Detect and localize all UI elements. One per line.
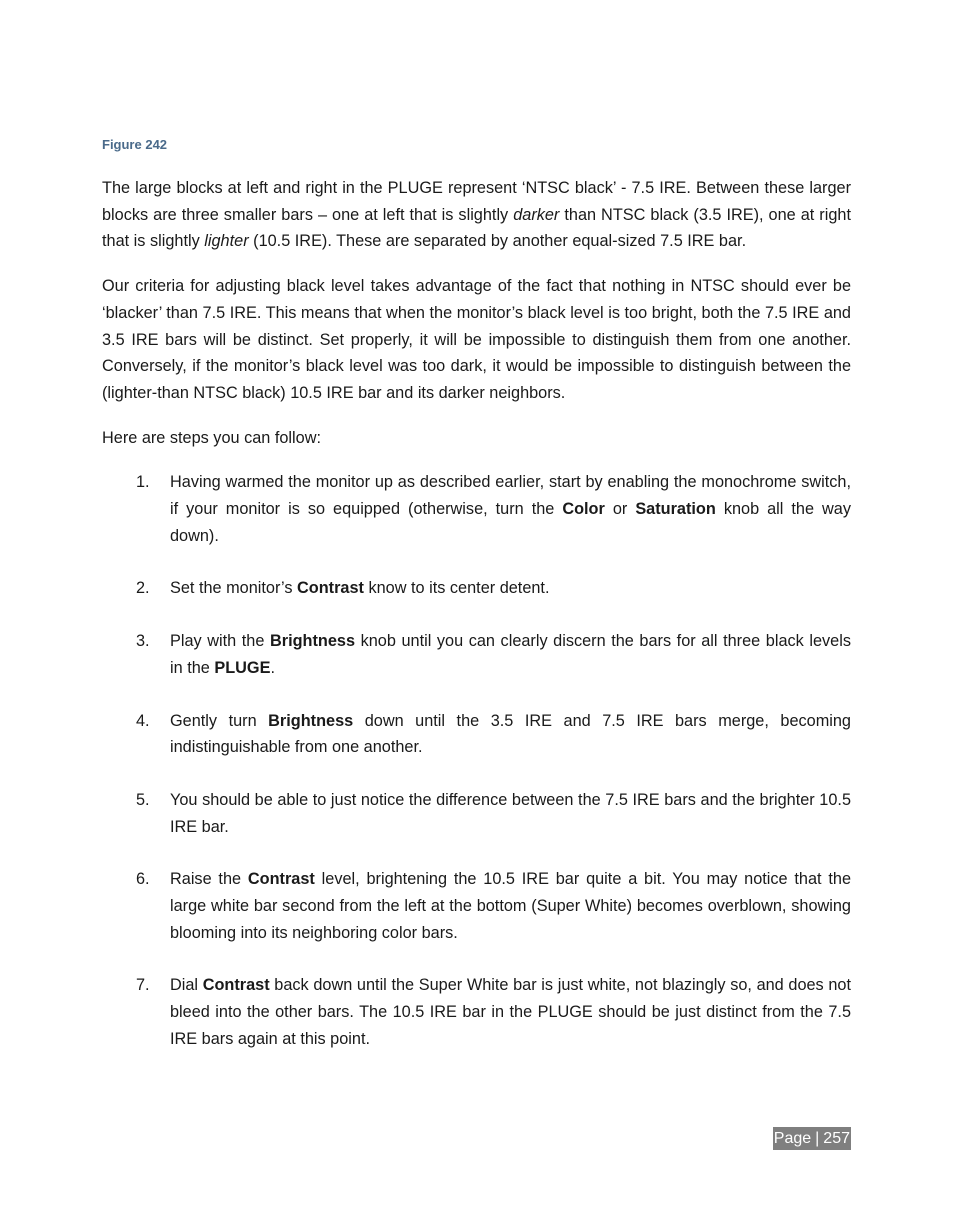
bold-term: Contrast bbox=[202, 976, 270, 995]
list-number: 5. bbox=[136, 790, 150, 809]
step-text: know to its center detent. bbox=[363, 579, 550, 598]
step-text: Raise the bbox=[170, 870, 248, 889]
paragraph-pluge-description bbox=[102, 175, 851, 255]
step-text: Having warmed the monitor up as described earlier, start by enabling the monochrome switch, if your monitor is so equipped (otherwise, turn the bbox=[170, 473, 851, 519]
list-number: 6. bbox=[136, 870, 150, 889]
footer-separator: | bbox=[815, 1130, 820, 1147]
bold-term: Contrast bbox=[247, 870, 315, 889]
emphasis-lighter: lighter bbox=[204, 232, 249, 251]
list-number: 4. bbox=[136, 711, 150, 730]
step-text: level, brightening the 10.5 IRE bar quite a bit. You may notice that the large white bar second from the left at the bottom (Super White) becomes overblown, showing blooming into its neighboring color bars. bbox=[170, 870, 851, 942]
figure-caption: Figure 242 bbox=[102, 137, 168, 152]
page-number-footer bbox=[773, 1127, 851, 1150]
emphasis-darker: darker bbox=[513, 205, 560, 224]
document-page bbox=[102, 0, 851, 1227]
list-item bbox=[102, 575, 851, 602]
body-text bbox=[102, 175, 851, 1079]
list-item bbox=[102, 469, 851, 549]
bold-term: PLUGE bbox=[214, 658, 271, 677]
steps-list bbox=[102, 469, 851, 1052]
step-text: down until the 3.5 IRE and 7.5 IRE bars merge, becoming indistinguishable from one another. bbox=[170, 711, 851, 757]
step-text: knob all the way down). bbox=[170, 500, 851, 545]
list-number: 7. bbox=[136, 976, 150, 995]
paragraph-text: than NTSC black (3.5 IRE), one at right that is slightly bbox=[102, 205, 851, 251]
list-item bbox=[102, 972, 851, 1052]
bold-term: Brightness bbox=[268, 711, 354, 730]
step-text: Play with the bbox=[170, 632, 270, 651]
step-text: or bbox=[604, 500, 636, 519]
page-number: 257 bbox=[823, 1130, 850, 1147]
page-label: Page bbox=[773, 1130, 812, 1147]
step-text: Dial bbox=[170, 976, 203, 995]
step-text: knob until you can clearly discern the bars for all three black levels in the bbox=[170, 632, 851, 677]
list-number: 2. bbox=[136, 579, 150, 598]
paragraph-text: The large blocks at left and right in the PLUGE represent ‘NTSC black’ - 7.5 IRE. Between these larger blocks are three smaller bars – one at left that is slightly bbox=[102, 179, 851, 224]
bold-term: Saturation bbox=[635, 500, 716, 519]
paragraph-steps-intro: Here are steps you can follow: bbox=[102, 428, 322, 447]
step-text: You should be able to just notice the difference between the 7.5 IRE bars and the brighter 10.5 IRE bar. bbox=[170, 790, 851, 836]
list-number: 3. bbox=[136, 632, 150, 651]
step-text: Set the monitor’s bbox=[170, 579, 297, 598]
paragraph-text: (10.5 IRE). These are separated by another equal-sized 7.5 IRE bar. bbox=[248, 232, 747, 251]
bold-term: Color bbox=[562, 500, 605, 519]
bold-term: Brightness bbox=[269, 632, 356, 651]
step-text: Gently turn bbox=[170, 711, 269, 730]
paragraph-black-level-criteria: Our criteria for adjusting black level takes advantage of the fact that nothing in NTSC should ever be ‘blacker’ than 7.5 IRE. This means that when the monitor’s black level is too bright, both the 7.5 IRE and 3.5 IRE bars will be distinct. Set properly, it will be impossible to distinguish them from one another. Conversely, if the monitor’s black level was too dark, it would be impossible to distinguish between the (lighter-than NTSC black) 10.5 IRE bar and its darker neighbors. bbox=[102, 277, 851, 402]
bold-term: Contrast bbox=[297, 579, 364, 598]
list-item bbox=[102, 787, 851, 840]
list-number: 1. bbox=[136, 473, 150, 492]
list-item bbox=[102, 708, 851, 761]
list-item bbox=[102, 866, 851, 946]
step-text: . bbox=[270, 658, 275, 677]
step-text: back down until the Super White bar is just white, not blazingly so, and does not bleed into the other bars. The 10.5 IRE bar in the PLUGE should be just distinct from the 7.5 IRE bars again at this point. bbox=[170, 976, 851, 1048]
list-item bbox=[102, 628, 851, 681]
